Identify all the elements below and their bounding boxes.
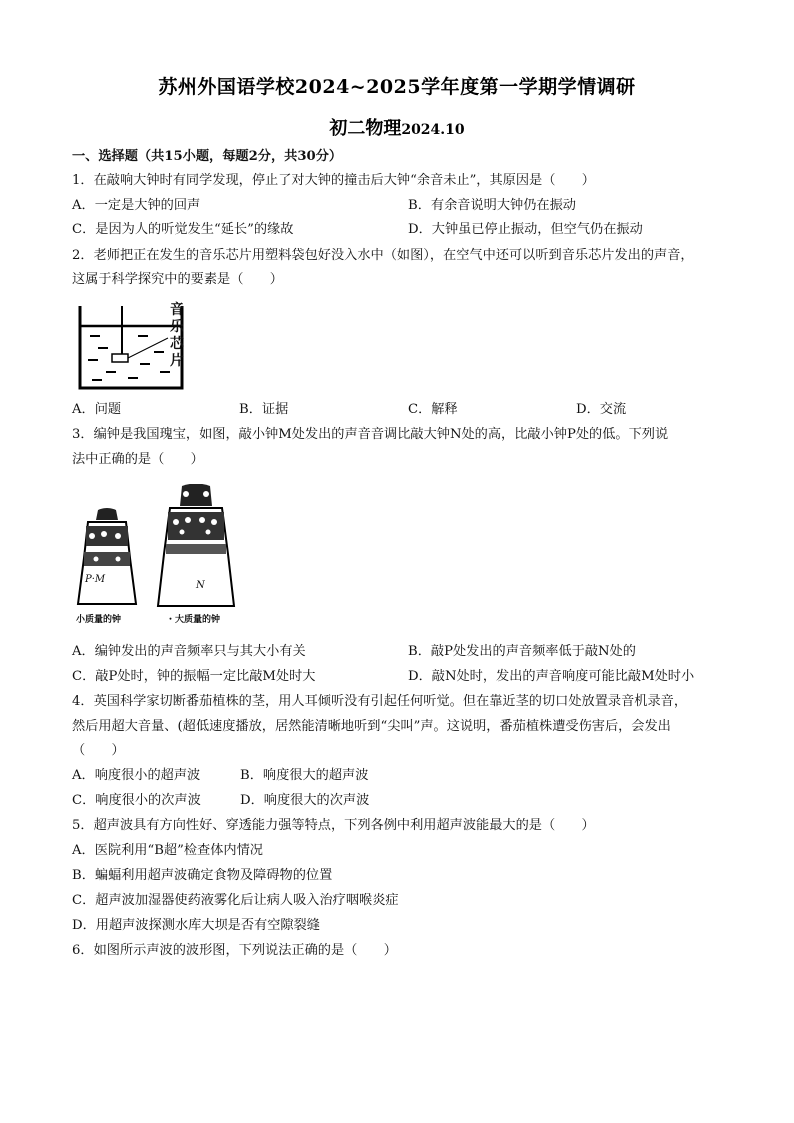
question-3-stem-line2: 法中正确的是（ ） [72,452,204,467]
subject-label: 初二物理 [329,118,402,139]
question-4-stem-line2: 然后用超大音量、(超低速度播放，居然能清晰地听到“尖叫”声。这说明，番茄植株遭受伤害后，会发出 [72,719,671,734]
question-2-option-c: C．解释 [408,402,458,417]
question-3-option-a: A．编钟发出的声音频率只与其大小有关 [72,644,306,659]
question-4-option-d: D．响度很大的次声波 [240,793,370,808]
question-4-stem-line1: 4．英国科学家切断番茄植株的茎，用人耳倾听没有引起任何听觉。但在靠近茎的切口处放置录音机录音， [72,694,688,709]
question-1-option-a: A．一定是大钟的回声 [72,198,201,213]
question-1-option-d: D．大钟虽已停止振动，但空气仍在振动 [408,222,643,237]
question-5-option-a: A．医院利用“B超”检查体内情况 [72,843,263,858]
question-5-option-c: C．超声波加湿器使药液雾化后让病人吸入治疗咽喉炎症 [72,893,399,908]
section-heading: 一、选择题（共15小题，每题2分，共30分） [72,149,343,164]
question-3-option-b: B．敲P处发出的声音频率低于敲N处的 [408,644,636,659]
question-5-option-b: B．蝙蝠利用超声波确定食物及障碍物的位置 [72,868,333,883]
beaker-outline [80,306,182,388]
question-5-option-d: D．用超声波探测水库大坝是否有空隙裂缝 [72,918,320,933]
question-3-stem-line1: 3．编钟是我国瑰宝，如图，敲小钟M处发出的声音音调比敲大钟N处的高，比敲小钟P处的低。下列说 [72,427,669,442]
music-chip [112,354,128,362]
large-bell-caption: ・大质量的钟 [166,615,221,625]
question-2-stem-line1: 2．老师把正在发生的音乐芯片用塑料袋包好没入水中（如图），在空气中还可以听到音乐芯片发出的声音， [72,248,694,263]
question-2-option-b: B．证据 [239,402,289,417]
large-bell-mark: N [196,580,205,591]
exam-date: 2024.10 [401,122,465,138]
chip-label: 音乐芯片 [170,302,184,369]
question-1-option-b: B．有余音说明大钟仍在振动 [408,198,576,213]
question-4-option-b: B．响度很大的超声波 [240,768,369,783]
question-4-option-c: C．响度很小的次声波 [72,793,201,808]
small-bell-figure [74,508,140,612]
question-2-option-a: A．问题 [72,402,122,417]
question-2-option-d: D．交流 [576,402,627,417]
question-1-option-c: C．是因为人的听觉发生“延长”的缘故 [72,222,294,237]
page-title: 苏州外国语学校2024~2025学年度第一学期学情调研 [158,76,636,98]
large-bell-caption-text: 大质量的钟 [175,615,221,625]
question-5-stem: 5．超声波具有方向性好、穿透能力强等特点，下列各例中利用超声波能最大的是（ ） [72,818,595,833]
small-bell-marks: P·M [85,574,106,585]
question-3-option-d: D．敲N处时，发出的声音响度可能比敲M处时小 [408,669,695,684]
large-bell-figure [154,484,238,614]
question-6-stem: 6．如图所示声波的波形图，下列说法正确的是（ ） [72,943,397,958]
page-subtitle [0,114,794,140]
question-1-stem: 1．在敲响大钟时有同学发现，停止了对大钟的撞击后大钟“余音未止”，其原因是（ ） [72,173,595,188]
question-4-option-a: A．响度很小的超声波 [72,768,201,783]
question-2-stem-line2: 这属于科学探究中的要素是（ ） [72,272,283,287]
small-bell-caption: 小质量的钟 [76,615,122,625]
question-3-option-c: C．敲P处时，钟的振幅一定比敲M处时大 [72,669,316,684]
question-4-stem-line3: （ ） [72,743,125,758]
